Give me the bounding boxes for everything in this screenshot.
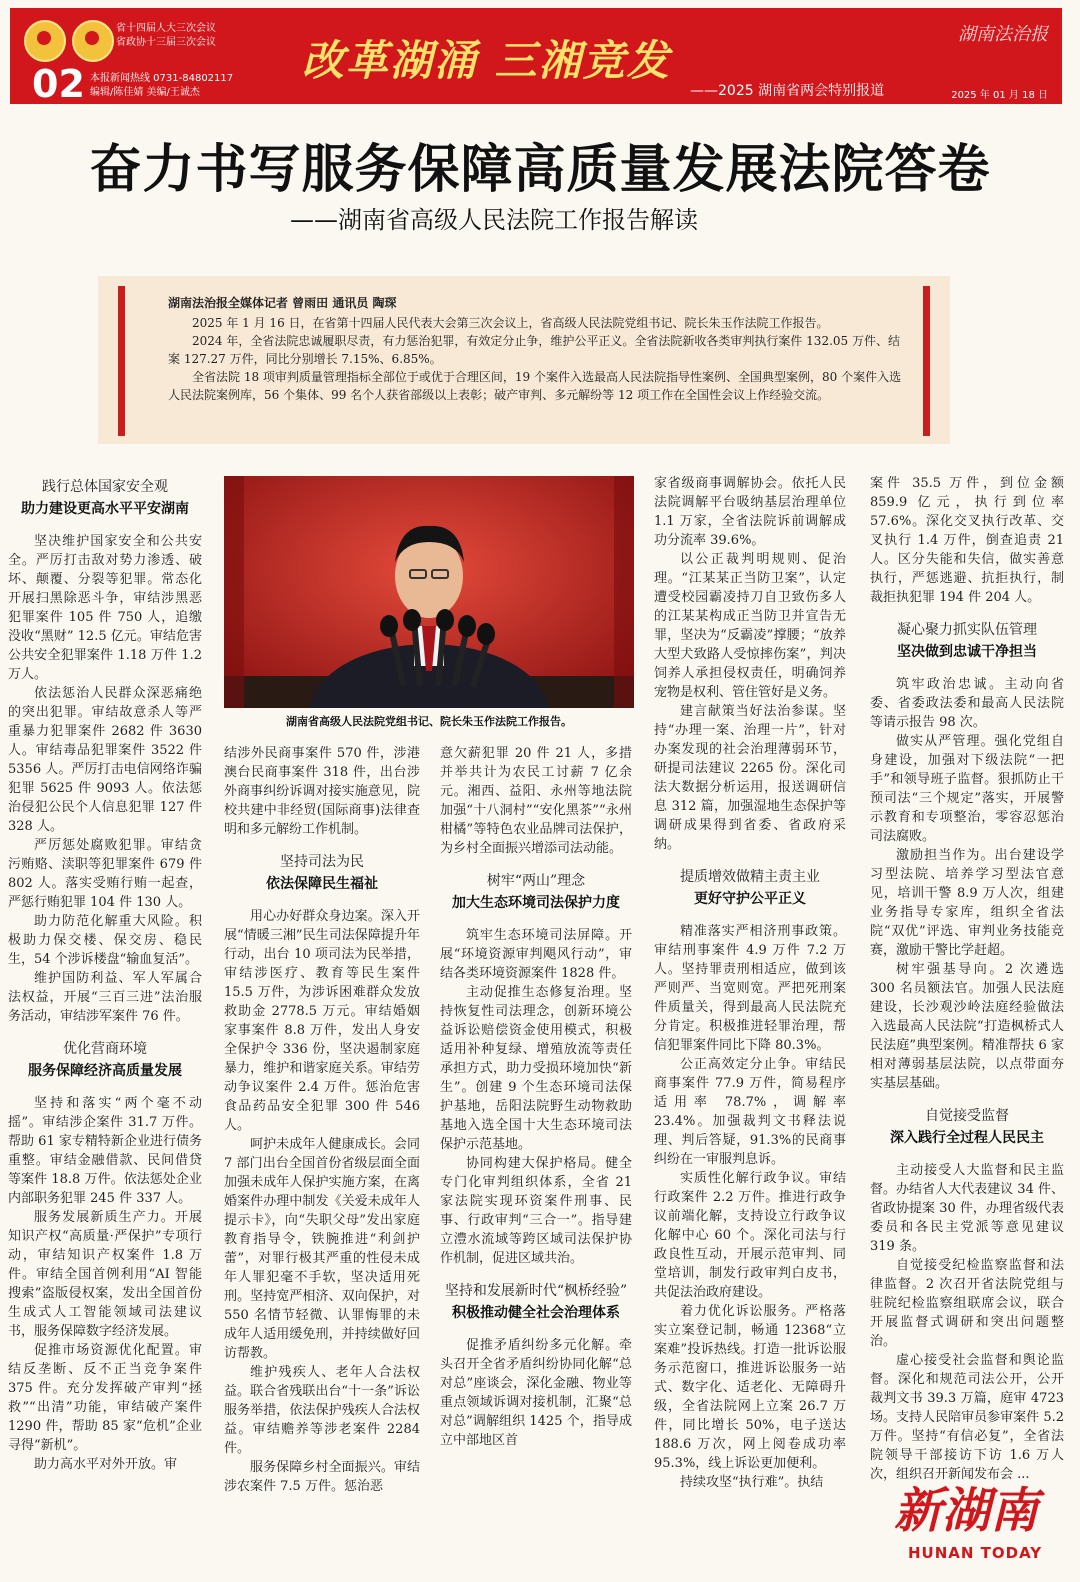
section-title: 加大生态环境司法保护力度 bbox=[452, 895, 620, 911]
article-column-2 bbox=[224, 744, 420, 1496]
lead-paragraph: 2025 年 1 月 16 日，在省第十四届人民代表大会第三次会议上，省高级人民法院党组书记、院长朱玉作法院工作报告。 bbox=[192, 316, 829, 330]
body-paragraph: 精准落实严相济刑事政策。审结刑事案件 4.9 万件 7.2 万人。坚持罪责刑相适应，做到该严则严、当宽则宽。严把死刑案件质量关，得到最高人民法院充分肯定。积极推进轻罪治理，帮信犯罪案件同比下降 80.3%。 bbox=[654, 924, 846, 1053]
body-paragraph: 促推市场资源优化配置。审结反垄断、反不正当竞争案件 375 件。充分发挥破产审判“拯救”“出清”功能，审结破产案件 1290 件，帮助 85 家“危机”企业寻得“新机”。 bbox=[8, 1343, 202, 1453]
section-title: 依法保障民生福祉 bbox=[266, 876, 378, 892]
news-hotline: 本报新闻热线 0731-84802117 bbox=[90, 73, 234, 84]
body-paragraph: 用心办好群众身边案。深入开展“情暖三湘”民生司法保障提升年行动，出台 10 项司法为民举措，审结涉医疗、教育等民生案件 15.5 万件，为涉诉困难群众发放救助金 2778.5 万元。审结婚姻家事案件 8.8 万件，发出人身安全保护令 336 份，坚决遏制家庭暴力，维护和谐家庭关系。审结劳动争议案件 2.4 万件。惩治危害食品药品安全犯罪 300 件 546 人。 bbox=[224, 909, 420, 1133]
body-paragraph: 树牢强基导向。2 次遴选 300 名员额法官。加强人民法庭建设，长沙观沙岭法庭经验做法入选最高人民法院“打造枫桥式人民法庭”典型案例。精准帮扶 6 家相对薄弱基层法院，以点带面夯实基层基础。 bbox=[870, 962, 1064, 1091]
masthead-banner bbox=[10, 8, 1062, 104]
article-column-3 bbox=[440, 744, 632, 1450]
speaker-photo-illustration bbox=[224, 476, 634, 708]
section-title: 深入践行全过程人民民主 bbox=[890, 1130, 1044, 1146]
body-paragraph: 严厉惩处腐败犯罪。审结贪污贿赂、渎职等犯罪案件 679 件 802 人。落实受贿行贿一起查，严惩行贿犯罪 104 件 130 人。 bbox=[8, 838, 202, 910]
lead-paragraph: 全省法院 18 项审判质量管理指标全部位于或优于合理区间，19 个案件入选最高人民法院指导性案例、全国典型案例，80 个案件入选人民法院案例库，56 个集体、99 名个人获省部级以上表彰；破产审判、多元解纷等 12 项工作在全国性会议上作经验交流。 bbox=[168, 370, 902, 402]
body-paragraph: 维护残疾人、老年人合法权益。联合省残联出台“十一条”诉讼服务举措，依法保护残疾人合法权益。审结赡养等涉老案件 2284 件。 bbox=[224, 1365, 420, 1456]
section-kicker: 凝心聚力抓实队伍管理 bbox=[897, 622, 1037, 638]
body-paragraph: 维护国防利益、军人军属合法权益，开展“三百三进”法治服务活动，审结涉军案件 76 件。 bbox=[8, 971, 202, 1024]
body-paragraph: 做实从严管理。强化党组自身建设，加强对下级法院“一把手”和领导班子监督。狠抓防止干预司法“三个规定”落实，开展警示教育和专项整治，零容忍惩治司法腐败。 bbox=[870, 734, 1064, 844]
article-column-1 bbox=[8, 474, 202, 1474]
body-paragraph: 服务发展新质生产力。开展知识产权“高质量·严保护”专项行动，审结知识产权案件 1.8 万件。审结全国首例利用“AI 智能搜索”盗版侵权案，发出全国首份生成式人工智能领域司法建议书，服务保障数字经济发展。 bbox=[8, 1210, 202, 1339]
body-paragraph: 建言献策当好法治参谋。坚持“办理一案、治理一片”，针对办案发现的社会治理薄弱环节，研提司法建议 2265 份。深化司法大数据分析运用，报送调研信息 312 篇，加强湿地生态保护等调研成果得到省委、省政府采纳。 bbox=[654, 704, 846, 852]
body-paragraph: 服务保障乡村全面振兴。审结涉农案件 7.5 万件。惩治恶 bbox=[224, 1460, 420, 1494]
page-subheadline: ——湖南省高级人民法院工作报告解读 bbox=[290, 206, 698, 234]
body-paragraph: 案件 35.5 万件，到位金额 859.9 亿元，执行到位率 57.6%。深化交叉执行改革、交叉执行 1.4 万件，倒查追责 21 人。区分失能和失信，做实善意执行，严惩逃避、抗拒执行，制裁拒执犯罪 194 件 204 人。 bbox=[870, 476, 1064, 605]
lead-paragraph: 2024 年，全省法院忠诚履职尽责，有力惩治犯罪，有效定分止争，维护公平正义。全省法院新收各类审判执行案件 132.05 万件、结案 127.27 万件，同比分别增长 7.15%、6.85%。 bbox=[168, 334, 900, 366]
lead-text bbox=[168, 294, 906, 404]
body-paragraph: 坚决维护国家安全和公共安全。严厉打击敌对势力渗透、破坏、颠覆、分裂等犯罪。常态化开展扫黑除恶斗争，审结涉黑恶犯罪案件 105 件 750 人，追缴没收“黑财” 12.5 亿元。审结危害公共安全犯罪案件 1.18 万件 1.2 万人。 bbox=[8, 534, 202, 682]
speaker-photo bbox=[224, 476, 634, 708]
section-kicker: 树牢“两山”理念 bbox=[486, 873, 586, 889]
section-kicker: 优化营商环境 bbox=[63, 1041, 147, 1057]
body-paragraph: 意欠薪犯罪 20 件 21 人，多措并举共计为农民工讨薪 7 亿余元。湘西、益阳、永州等地法院加强“十八洞村”“安化黑茶”“永州柑橘”等特色农业品牌司法保护，为乡村全面振兴增添司法动能。 bbox=[440, 746, 632, 856]
article-column-5 bbox=[870, 474, 1064, 1484]
section-heading bbox=[8, 1038, 202, 1082]
section-heading bbox=[440, 1280, 632, 1324]
section-heading bbox=[870, 619, 1064, 663]
section-title: 坚决做到忠诚干净担当 bbox=[897, 644, 1037, 660]
section-heading bbox=[870, 1105, 1064, 1149]
cppcc-emblem-icon bbox=[72, 20, 114, 62]
editor-credits: 编辑/陈佳婧 美编/王诚杰 bbox=[90, 87, 200, 98]
body-paragraph: 自觉接受纪检监察监督和法律监督。2 次召开省法院党组与驻院纪检监察组联席会议，联合开展监督式调研和突出问题整治。 bbox=[870, 1258, 1064, 1349]
national-emblem-icon bbox=[24, 20, 66, 62]
body-paragraph: 持续攻坚“执行难”。执结 bbox=[680, 1475, 824, 1490]
body-paragraph: 助力高水平对外开放。审 bbox=[34, 1457, 178, 1472]
special-report-subtitle: ——2025 湖南省两会特别报道 bbox=[690, 83, 885, 99]
section-heading bbox=[440, 870, 632, 914]
body-paragraph: 结涉外民商事案件 570 件，涉港澳台民商事案件 318 件，出台涉外商事纠纷诉调对接实施意见，院校共建中非经贸(国际商事)法律查明和多元解纷工作机制。 bbox=[224, 746, 420, 837]
article-column-4 bbox=[654, 474, 846, 1492]
section-title: 更好守护公平正义 bbox=[694, 891, 806, 907]
section-kicker: 提质增效做精主责主业 bbox=[680, 869, 820, 885]
special-report-slogan: 改革湖涌 三湘竞发 bbox=[302, 36, 671, 85]
body-paragraph: 激励担当作为。出台建设学习型法院、培养学习型法官意见，培训干警 8.9 万人次，组建业务指导专家库，组织全省法院“双优”评选、审判业务技能竞赛，激励干警比学赶超。 bbox=[870, 848, 1064, 958]
lead-box bbox=[98, 276, 950, 444]
issue-date: 2025 年 01 月 18 日 bbox=[951, 90, 1048, 101]
section-title: 助力建设更高水平平安湖南 bbox=[21, 501, 189, 517]
section-title: 服务保障经济高质量发展 bbox=[28, 1063, 182, 1079]
body-paragraph: 助力防范化解重大风险。积极助力保交楼、保交房、稳民生，54 个涉诉楼盘“输血复活”。 bbox=[8, 914, 202, 967]
section-kicker: 自觉接受监督 bbox=[925, 1108, 1009, 1124]
body-paragraph: 着力优化诉讼服务。严格落实立案登记制，畅通 12368“立案难”投诉热线。打造一批诉讼服务示范窗口，推进诉讼服务一站式、数字化、适老化、无障碍升级，全省法院网上立案 26.7 万件，同比增长 50%，电子送达 188.6 万次，网上阅卷成功率 95.3%，线上诉讼更加便利。 bbox=[654, 1304, 846, 1471]
meeting-title-2: 省政协十三届三次会议 bbox=[116, 37, 216, 48]
section-title: 积极推动健全社会治理体系 bbox=[452, 1305, 620, 1321]
section-kicker: 坚持和发展新时代“枫桥经验” bbox=[444, 1283, 628, 1299]
body-paragraph: 筑牢生态环境司法屏障。开展“环境资源审判飓风行动”，审结各类环境资源案件 1828 件。 bbox=[440, 928, 632, 981]
page-headline: 奋力书写服务保障高质量发展法院答卷 bbox=[89, 140, 991, 200]
body-paragraph: 主动接受人大监督和民主监督。办结省人大代表建议 34 件、省政协提案 30 件，办理省级代表委员和各民主党派等意见建议 319 条。 bbox=[870, 1163, 1064, 1254]
section-heading bbox=[654, 866, 846, 910]
meeting-title-1: 省十四届人大三次会议 bbox=[116, 23, 216, 34]
page-number: 02 bbox=[32, 62, 85, 104]
photo-caption: 湖南省高级人民法院党组书记、院长朱玉作法院工作报告。 bbox=[286, 715, 572, 728]
body-paragraph: 依法惩治人民群众深恶痛绝的突出犯罪。审结故意杀人等严重暴力犯罪案件 2682 件 3630 人。审结毒品犯罪案件 3522 件 5356 人。严厉打击电信网络诈骗犯罪 5625 件 9093 人。依法惩治侵犯公民个人信息犯罪 127 件 328 人。 bbox=[8, 686, 202, 834]
body-paragraph: 主动促推生态修复治理。坚持恢复性司法理念，创新环境公益诉讼赔偿资金使用模式，积极适用补种复绿、增殖放流等责任承担方式，助力受损环境加快“新生”。创建 9 个生态环境司法保护基地，岳阳法院野生动物救助基地入选全国十大生态环境司法保护示范基地。 bbox=[440, 985, 632, 1152]
lead-box-right-bar bbox=[923, 286, 930, 436]
body-paragraph: 促推矛盾纠纷多元化解。牵头召开全省矛盾纠纷协同化解“总对总”座谈会，深化金融、物业等重点领域诉调对接机制，汇聚“总对总”调解组织 1425 个，指导成立中部地区首 bbox=[440, 1338, 632, 1448]
section-heading bbox=[8, 476, 202, 520]
body-paragraph: 筑牢政治忠诚。主动向省委、省委政法委和最高人民法院等请示报告 98 次。 bbox=[870, 677, 1064, 730]
byline: 湖南法治报全媒体记者 曾雨田 通讯员 陶琛 bbox=[168, 296, 397, 310]
hunan-today-logo: 新湖南 bbox=[894, 1483, 1039, 1539]
body-paragraph: 实质性化解行政争议。审结行政案件 2.2 万件。推进行政争议前端化解，支持设立行政争议化解中心 60 个。深化司法与行政良性互动，开展示范审判、同堂培训，制发行政审判白皮书，共促法治政府建设。 bbox=[654, 1171, 846, 1300]
body-paragraph: 公正高效定分止争。审结民商事案件 77.9 万件，简易程序适用率 78.7%，调解率 23.4%。加强裁判文书释法说理、判后答疑，91.3%的民商事纠纷在一审服判息诉。 bbox=[654, 1057, 846, 1167]
body-paragraph: 家省级商事调解协会。依托人民法院调解平台吸纳基层治理单位 1.1 万家，全省法院诉前调解成功分流率 39.6%。 bbox=[654, 476, 846, 548]
body-paragraph: 虚心接受社会监督和舆论监督。深化和规范司法公开，公开裁判文书 39.3 万篇，庭审 4723 场。支持人民陪审员参审案件 5.2 万件。坚持“有信必复”，全省法院领导干部接访下访 1.6 万人次，组织召开新闻发布会 ... bbox=[870, 1353, 1064, 1482]
section-kicker: 坚持司法为民 bbox=[280, 854, 364, 870]
hunan-today-logo-en: HUNAN TODAY bbox=[908, 1544, 1043, 1562]
section-kicker: 践行总体国家安全观 bbox=[42, 479, 168, 495]
body-paragraph: 协同构建大保护格局。健全专门化审判组织体系，全省 21 家法院实现环资案件刑事、民事、行政审判“三合一”。指导建立澧水流域等跨区域司法保护协作机制，促进区域共治。 bbox=[440, 1156, 632, 1266]
lead-box-left-bar bbox=[118, 286, 125, 436]
body-paragraph: 坚持和落实“两个毫不动摇”。审结涉企案件 31.7 万件。帮助 61 家专精特新企业进行债务重整。审结金融借款、民间借贷等案件 18.8 万件。依法惩处企业内部职务犯罪 245 件 337 人。 bbox=[8, 1096, 202, 1206]
section-heading bbox=[224, 851, 420, 895]
body-paragraph: 呵护未成年人健康成长。会同 7 部门出台全国首份省级层面全面加强未成年人保护实施方案，在离婚案件办理中制发《关爱未成年人提示卡》，向“失职父母”发出家庭教育指导令，铁腕推进“利剑护蕾”，对罪行极其严重的性侵未成年人罪犯毫不手软，坚决适用死刑。坚持宽严相济、双向保护，对 550 名情节轻微、认罪悔罪的未成年人适用缓免刑，并持续做好回访帮教。 bbox=[224, 1137, 420, 1361]
body-paragraph: 以公正裁判明规则、促治理。“江某某正当防卫案”，认定遭受校园霸凌持刀自卫致伤多人的江某某构成正当防卫并宣告无罪，坚决为“反霸凌”撑腰；“放养大型犬致路人受惊摔伤案”，判决饲养人承担侵权责任，明确饲养宠物是权利、管住管好是义务。 bbox=[654, 552, 846, 700]
newspaper-brand: 湖南法治报 bbox=[958, 24, 1048, 45]
